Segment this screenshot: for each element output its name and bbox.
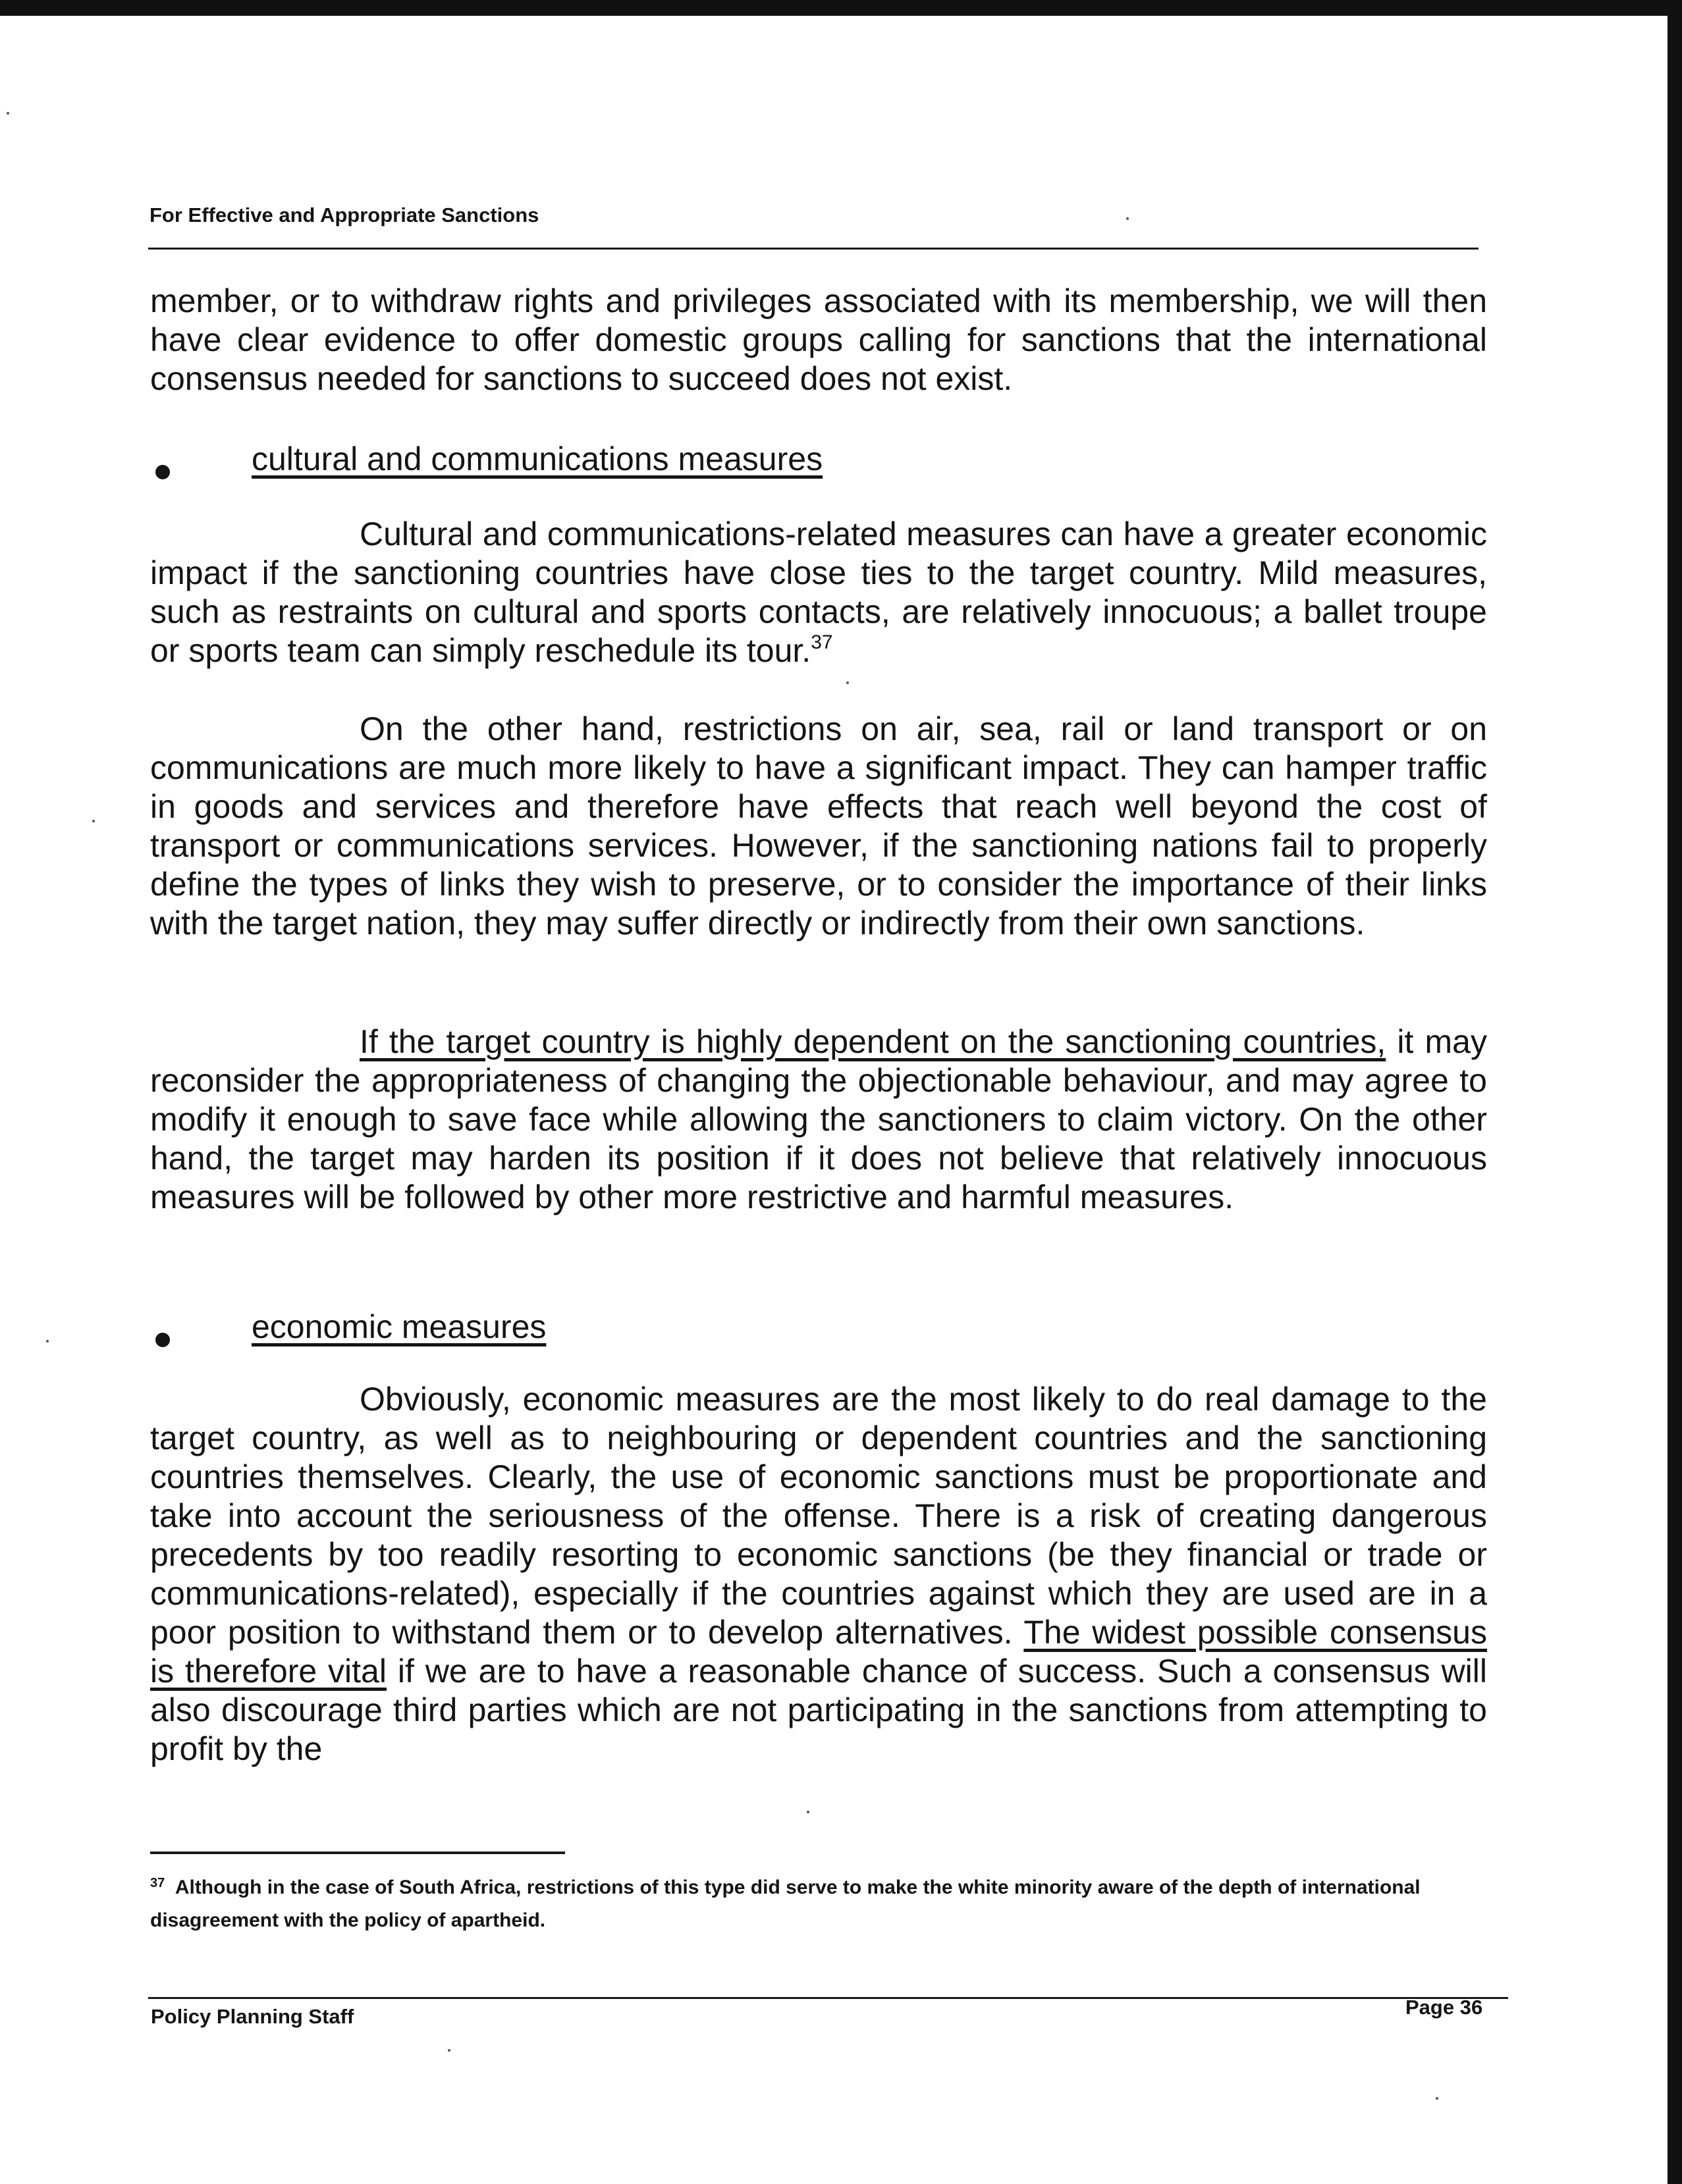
- paragraph-economic: [150, 1380, 1487, 1769]
- paragraph-dependence-text: it may reconsider the appropriateness of changing the objectionable behaviour, and may agree to modify it enough to save face while allowing the sanctioners to claim victory. On the other hand, the target may harden its position if it does not believe that relatively innocuous measures will be followed by other more restrictive and harmful measures.: [150, 1023, 1487, 1215]
- paragraph-cultural-text: Cultural and communications-related measures can have a greater economic impact if the sanctioning countries have close ties to the target country. Mild measures, such as restraints on cultural and sports contacts, are relatively innocuous; a ballet troupe or sports team can simply reschedule its tour.: [150, 516, 1487, 669]
- bullet-heading-economic: economic measures: [252, 1308, 547, 1345]
- scan-border-top: [0, 0, 1682, 16]
- scan-speck: [7, 112, 9, 115]
- scan-speck: [92, 820, 95, 822]
- scan-speck: [448, 2049, 450, 2052]
- footnote-ref: 37: [811, 631, 833, 653]
- footnote-number: 37: [150, 1876, 165, 1890]
- paragraph-transport: On the other hand, restrictions on air, sea, rail or land transport or on communications are much more likely to have a significant impact. They can hamper traffic in goods and services and therefore have effects that reach well beyond the cost of transport or communications services. However, if the sanctioning nations fail to properly define the types of links they wish to preserve, or to consider the importance of their links with the target nation, they may suffer directly or indirectly from their own sanctions.: [150, 710, 1487, 942]
- footnote-text: Although in the case of South Africa, restrictions of this type did serve to make the white minority aware of the depth of international disagreement with the policy of apartheid.: [150, 1877, 1421, 1931]
- scan-speck: [1126, 217, 1129, 220]
- scan-border-right: [1668, 0, 1682, 2184]
- header-rule: [148, 248, 1479, 250]
- paragraph-cultural: [150, 515, 1487, 670]
- paragraph-economic-text-2: if we are to have a reasonable chance of success. Such a consensus will also discourage third parties which are not participating in the sanctions from attempting to profit by the: [150, 1653, 1487, 1767]
- running-header: For Effective and Appropriate Sanctions: [149, 203, 539, 226]
- paragraph-dependence: [150, 1023, 1487, 1217]
- underlined-phrase-dependence: If the target country is highly dependent on the sanctioning countries,: [360, 1023, 1386, 1060]
- footer-rule: [148, 1997, 1508, 1999]
- scan-speck: [807, 1811, 809, 1813]
- paragraph-economic-text-1: Obviously, economic measures are the most likely to do real damage to the target country, as well as to neighbouring or dependent countries and the sanctioning countries themselves. Clearly, the use of economic sanctions must be proportionate and take into account the seriousness of the offense. There is a risk of creating dangerous precedents by too readily resorting to economic sanctions (be they financial or trade or communications-related), especially if the countries against which they are used are in a poor position to withstand them or to develop alternatives.: [150, 1381, 1487, 1651]
- page-number: Page 36: [1405, 1996, 1483, 2019]
- bullet-dot-cultural: [155, 465, 170, 479]
- footnote-separator: [150, 1851, 565, 1854]
- bullet-heading-cultural: cultural and communications measures: [252, 440, 823, 477]
- scan-speck: [46, 1340, 49, 1343]
- paragraph-continuation: member, or to withdraw rights and privileges associated with its membership, we will then have clear evidence to offer domestic groups calling for sanctions that the international consensus needed for sanctions to succeed does not exist.: [150, 282, 1487, 397]
- bullet-dot-economic: [155, 1333, 170, 1347]
- scan-speck: [1436, 2097, 1438, 2100]
- scan-speck: [846, 681, 849, 684]
- footnote: [150, 1871, 1487, 1937]
- footer-organization: Policy Planning Staff: [151, 2005, 354, 2028]
- underlined-phrase-consensus: The widest possible consensus is therefore vital: [150, 1614, 1487, 1690]
